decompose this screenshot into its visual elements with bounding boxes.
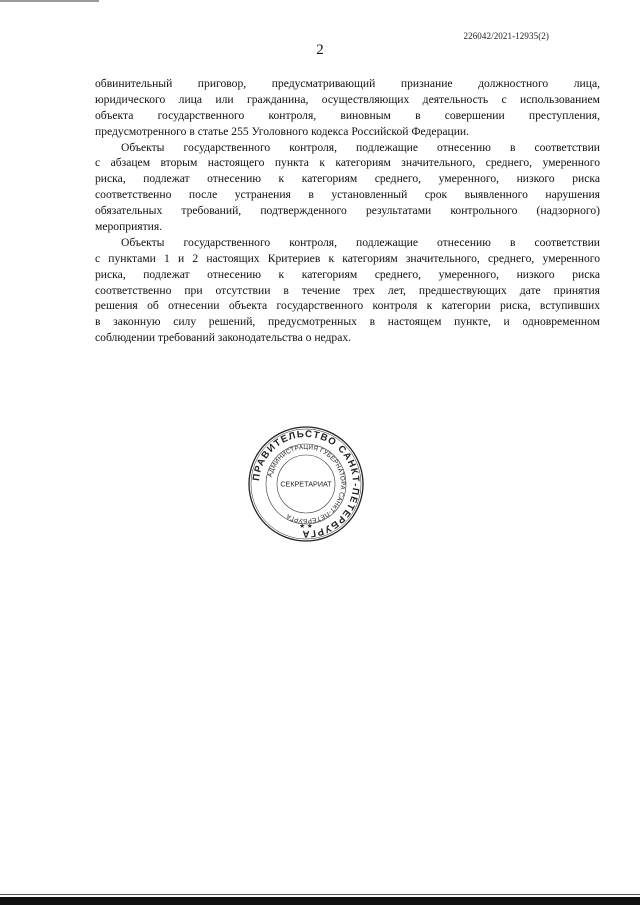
seal-inner-text: АДМИНИСТРАЦИЯ ГУБЕРНАТОРА САНКТ-ПЕТЕРБУРГА bbox=[266, 443, 347, 525]
seal-center-text: СЕКРЕТАРИАТ bbox=[280, 479, 332, 489]
text-line: объекта государственного контроля, виновным в совершении преступления, bbox=[95, 108, 600, 122]
paragraph bbox=[95, 140, 600, 235]
text-line: предусмотренного в статье 255 Уголовного кодекса Российской Федерации. bbox=[95, 124, 470, 138]
top-edge-rule bbox=[0, 0, 99, 2]
paragraph bbox=[95, 76, 600, 140]
document-registration-number: 226042/2021-12935(2) bbox=[463, 31, 549, 41]
text-line: соответственно при отсутствии в течение трех лет, предшествующих дате принятия bbox=[95, 283, 600, 297]
text-line: решения об отнесении объекта государственного контроля к категории риска, вступивших bbox=[95, 299, 600, 313]
page-number: 2 bbox=[316, 42, 324, 58]
text-line: обязательных требований, подтвержденного результатами контрольного (надзорного) bbox=[95, 204, 600, 218]
text-line: с пунктами 1 и 2 настоящих Критериев к категориям значительного, среднего, умеренного bbox=[95, 251, 600, 265]
text-line: в законную силу решений, предусмотренных в настоящем пункте, и одновременном bbox=[95, 315, 600, 329]
text-line: риска, подлежат отнесению к категориям среднего, умеренного, низкого риска bbox=[95, 267, 600, 281]
secretariat-seal bbox=[246, 424, 366, 544]
text-line: обвинительный приговор, предусматривающий признание должностного лица, bbox=[95, 77, 600, 90]
paragraph bbox=[95, 235, 600, 346]
text-line: юридического лица или гражданина, осуществляющих деятельность с использованием bbox=[95, 92, 600, 106]
seal-stars: ★ ★ bbox=[299, 523, 313, 530]
bottom-scan-edge bbox=[0, 897, 640, 905]
text-line: мероприятия. bbox=[95, 220, 163, 234]
text-line: Объекты государственного контроля, подлежащие отнесению в соответствии bbox=[121, 235, 600, 249]
seal-graphic bbox=[246, 424, 366, 544]
text-line: риска, подлежат отнесению к категориям среднего, умеренного, низкого риска bbox=[95, 172, 600, 186]
text-line: с абзацем вторым настоящего пункта к категориям значительного, среднего, умеренного bbox=[95, 156, 600, 170]
seal-outer-text: ПРАВИТЕЛЬСТВО САНКТ-ПЕТЕРБУРГА bbox=[251, 428, 362, 540]
text-line: Объекты государственного контроля, подлежащие отнесению в соответствии bbox=[121, 140, 600, 154]
text-line: соблюдении требований законодательства о недрах. bbox=[95, 331, 352, 345]
document-body bbox=[95, 76, 600, 346]
text-line: соответственно после устранения в установленный срок выявленного нарушения bbox=[95, 188, 600, 202]
